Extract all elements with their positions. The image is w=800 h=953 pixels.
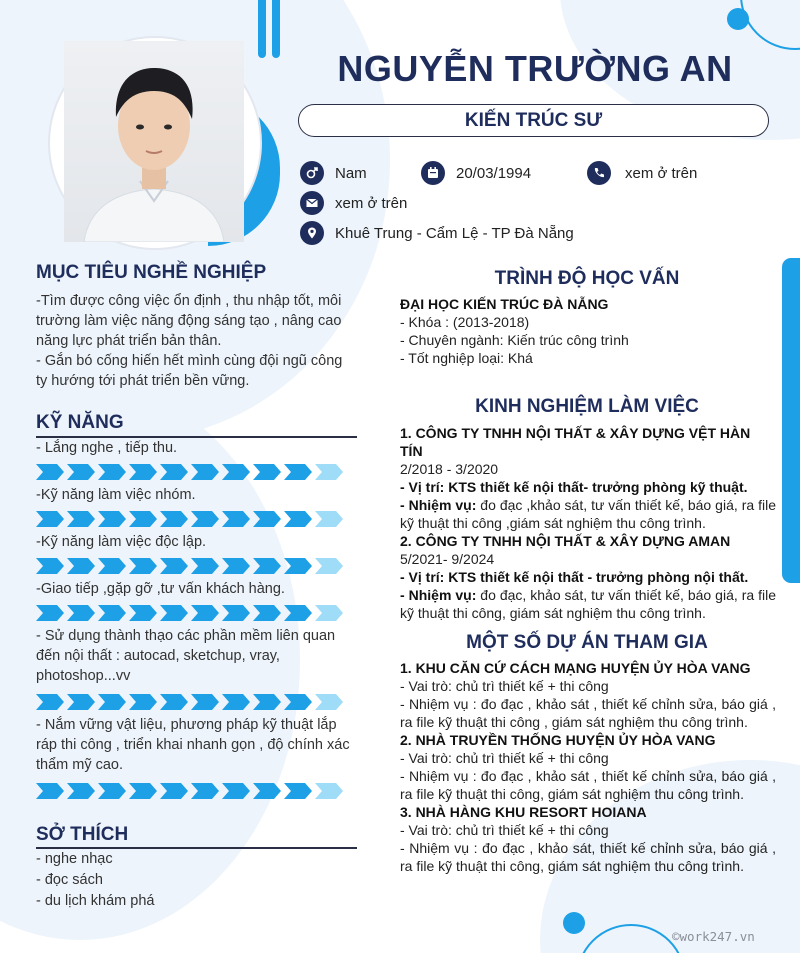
hobby-item: - đọc sách [36,872,103,888]
skill-level-bar [36,464,346,480]
skill-chevron [160,558,188,574]
skill-text [36,532,366,552]
project-name: 3. NHÀ HÀNG KHU RESORT HOIANA [400,804,647,820]
skill-chevron [129,464,157,480]
skill-chevron [67,783,95,799]
job-position: - Vị trí: KTS thiết kế nội thất - trưởng phòng nội thất. [400,569,749,585]
skill-text [36,715,366,775]
skill-chevron [36,605,64,621]
job-duty-label: - Nhiệm vụ: [400,587,477,603]
job-company: 2. CÔNG TY TNHH NỘI THẤT & XÂY DỰNG AMAN [400,533,731,549]
job-position: - Vị trí: KTS thiết kế nội thất- trưởng phòng kỹ thuật. [400,479,748,495]
phone-icon [587,161,611,185]
skill-chevron [160,464,188,480]
address-value: Khuê Trung - Cẩm Lệ - TP Đà Nẵng [335,224,574,242]
objective-heading: MỤC TIÊU NGHỀ NGHIỆP [36,262,267,283]
skill-chevron [315,783,343,799]
email-icon [300,191,324,215]
job-duty-label: - Nhiệm vụ: [400,497,477,513]
hobby-item: - nghe nhạc [36,851,113,867]
skill-text [36,485,366,505]
job-title: KIẾN TRÚC SƯ [464,110,603,131]
skill-chevron [191,694,219,710]
skill-chevron [284,605,312,621]
hobbies-list [36,849,356,912]
projects-heading: MỘT SỐ DỰ ÁN THAM GIA [466,632,708,653]
skill-chevron [315,605,343,621]
skill-line: đến nội thất : autocad, sketchup, vray, [36,648,280,664]
skill-chevron [253,694,281,710]
objective-line: -Tìm được công việc ổn định , thu nhập tốt, môi [36,293,342,309]
candidate-name: NGUYỄN TRƯỜNG AN [337,48,733,89]
job-period: 5/2021- 9/2024 [400,551,495,567]
skill-line: -Kỹ năng làm việc độc lập. [36,534,207,550]
birthday-value: 20/03/1994 [456,164,532,182]
skill-chevron [253,464,281,480]
skill-line: - Lắng nghe , tiếp thu. [36,440,178,456]
skill-chevron [284,464,312,480]
education-line: - Chuyên ngành: Kiến trúc công trình [400,332,629,348]
skill-chevron [191,558,219,574]
skill-chevron [36,558,64,574]
job-period: 2/2018 - 3/2020 [400,461,499,477]
projects-block [400,659,776,875]
hobby-item: - du lịch khám phá [36,893,155,909]
skill-chevron [222,558,250,574]
skill-chevron [98,511,126,527]
skill-chevron [129,783,157,799]
education-line: - Tốt nghiệp loại: Khá [400,350,533,366]
skill-level-bar [36,511,346,527]
skill-chevron [129,511,157,527]
skill-text [36,438,366,458]
skill-level-bar [36,558,346,574]
skill-chevron [36,464,64,480]
skill-chevron [191,605,219,621]
decor-bar-2 [272,0,280,58]
skill-chevron [98,464,126,480]
info-birthday [421,161,531,185]
project-name: 1. KHU CĂN CỨ CÁCH MẠNG HUYỆN ỦY HÒA VANG [400,660,751,676]
skill-line: - Nắm vững vật liệu, phương pháp kỹ thuật lắp [36,717,337,733]
skill-chevron [191,511,219,527]
skill-level-bar [36,605,346,621]
skill-chevron [98,605,126,621]
decor-circle-bottom [563,912,585,934]
skill-chevron [315,558,343,574]
skill-chevron [284,558,312,574]
location-icon [300,221,324,245]
job-duty-text: đo đạc, khảo sát, tư vấn thiết kế, báo giá, ra file kỹ thuật thi công, giám sát nghiệm thu công trình. [400,587,776,621]
education-heading: TRÌNH ĐỘ HỌC VẤN [494,268,680,289]
skill-level-bar [36,783,346,799]
skill-chevron [253,558,281,574]
project-role: - Vai trò: chủ trì thiết kế + thi công [400,822,609,838]
job-title-box [298,104,769,137]
skill-chevron [67,605,95,621]
skill-chevron [222,694,250,710]
education-school: ĐẠI HỌC KIẾN TRÚC ĐÀ NẴNG [400,296,609,312]
job-duty-text: đo đạc ,khảo sát, tư vấn thiết kế, báo giá, ra file kỹ thuật thi công ,giám sát nghiệm thu công trình. [400,497,776,531]
skill-line: - Sử dụng thành thạo các phần mềm liên quan [36,628,336,644]
info-gender [300,161,367,185]
objective-line: năng lực phát triển bản thân. [36,333,222,349]
skill-chevron [284,511,312,527]
education-block [400,295,776,367]
skill-chevron [315,694,343,710]
project-name: 2. NHÀ TRUYỀN THỐNG HUYỆN ỦY HÒA VANG [400,732,716,748]
skill-chevron [253,605,281,621]
skill-chevron [129,558,157,574]
skill-line: photoshop...vv [36,668,131,684]
skill-line: -Giao tiếp ,gặp gỡ ,tư vấn khách hàng. [36,581,285,597]
education-line: - Khóa : (2013-2018) [400,314,530,330]
skill-text [36,626,366,686]
project-role: - Vai trò: chủ trì thiết kế + thi công [400,750,609,766]
project-task: - Nhiệm vụ : đo đạc , khảo sát , thiết kế chỉnh sửa, báo giá , ra file kỹ thuật thi công, giám sát nghiệm thu công trình. [400,768,776,802]
skill-chevron [315,464,343,480]
skills-heading: KỸ NĂNG [36,412,124,433]
skill-chevron [36,694,64,710]
skill-chevron [191,783,219,799]
info-email [300,191,407,215]
job-duty [400,586,776,622]
skill-text [36,579,366,599]
experience-block [400,424,776,622]
project-role: - Vai trò: chủ trì thiết kế + thi công [400,678,609,694]
skill-chevron [129,694,157,710]
skill-chevron [222,511,250,527]
decor-bar-1 [258,0,266,58]
profile-photo [64,41,244,242]
project-task: - Nhiệm vụ : đo đạc , khảo sát , thiết kế chỉnh sửa, báo giá , ra file kỹ thuật thi công , giám sát nghiệm thu công trình. [400,696,776,730]
skill-chevron [253,511,281,527]
objective-line: ty hướng tới phát triển bền vững. [36,373,250,389]
phone-value: xem ở trên [625,164,698,182]
profile-photo-frame [50,38,260,248]
skill-chevron [284,783,312,799]
skill-level-bar [36,694,346,710]
skill-chevron [98,783,126,799]
skill-chevron [36,511,64,527]
decor-side-bar-right [782,258,800,583]
hobbies-heading: SỞ THÍCH [36,824,129,845]
skill-chevron [191,464,219,480]
skill-chevron [67,464,95,480]
skill-chevron [284,694,312,710]
skill-chevron [315,511,343,527]
skill-chevron [67,558,95,574]
skill-chevron [160,783,188,799]
calendar-icon [421,161,445,185]
skill-chevron [98,694,126,710]
skill-chevron [222,464,250,480]
gender-value: Nam [335,164,367,182]
skill-line: thẩm mỹ cao. [36,757,124,773]
job-duty [400,496,776,532]
skill-chevron [160,511,188,527]
watermark: ©work247.vn [672,929,755,944]
skill-chevron [67,511,95,527]
skill-chevron [253,783,281,799]
email-value: xem ở trên [335,194,408,212]
skill-chevron [129,605,157,621]
objective-line: - Gắn bó cống hiến hết mình cùng đội ngũ công [36,353,343,369]
info-phone [587,161,697,185]
job-company: 1. CÔNG TY TNHH NỘI THẤT & XÂY DỰNG VỆT HÀN TÍN [400,425,751,459]
skill-chevron [36,783,64,799]
gender-icon [300,161,324,185]
skill-line: -Kỹ năng làm việc nhóm. [36,487,196,503]
skill-chevron [67,694,95,710]
skill-chevron [160,694,188,710]
skill-chevron [222,783,250,799]
skill-line: ráp thi công , triển khai nhanh gọn , độ chính xác [36,737,350,753]
objective-line: trường làm việc năng động sáng tạo , nâng cao [36,313,342,329]
experience-heading: KINH NGHIỆM LÀM VIỆC [475,396,699,417]
skill-chevron [98,558,126,574]
objective-text [36,291,366,391]
project-task: - Nhiệm vụ : đo đạc , khảo sát, thiết kế chỉnh sửa, báo giá , ra file kỹ thuật thi công, giám sát nghiệm thu công trình. [400,840,776,874]
skill-chevron [222,605,250,621]
skill-chevron [160,605,188,621]
info-address [300,221,574,245]
